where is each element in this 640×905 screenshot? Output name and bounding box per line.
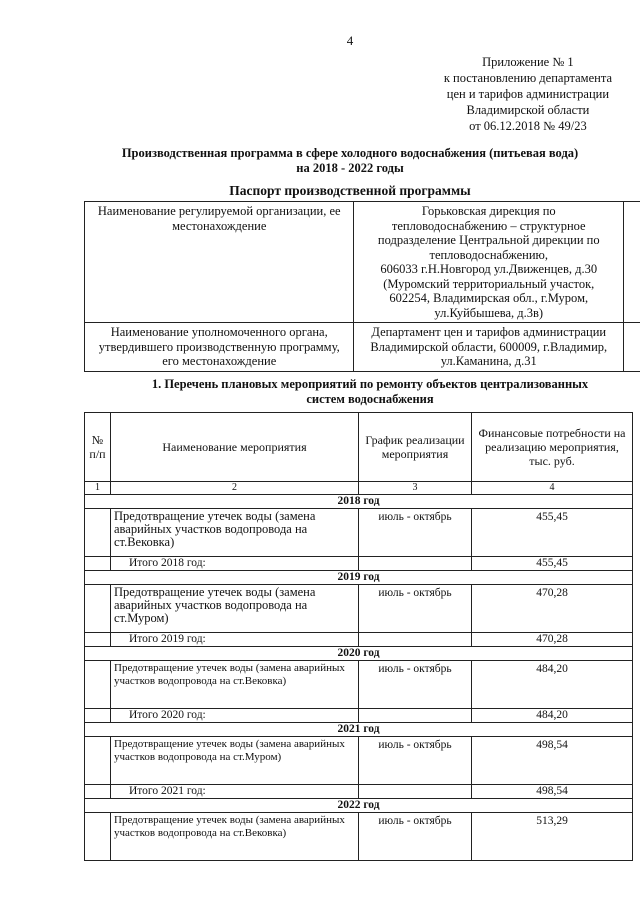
- passport-value-line: ул.Куйбышева, д.3в): [434, 305, 544, 320]
- row-number: [85, 785, 111, 799]
- passport-label: Наименование регулируемой организации, ее местонахождение: [85, 202, 354, 323]
- appendix-line: Владимирской области: [466, 103, 590, 117]
- measure-name: Предотвращение утечек воды (замена аварийных участков водопровода на ст.Вековка): [111, 813, 359, 861]
- measure-amount: 498,54: [472, 737, 633, 785]
- passport-value-line: (Муромский территориальный участок,: [383, 276, 595, 291]
- passport-spacer-cell: [624, 202, 640, 323]
- total-schedule: [359, 709, 472, 723]
- appendix-line: от 06.12.2018 № 49/23: [469, 119, 587, 133]
- appendix-line: Приложение № 1: [482, 55, 574, 69]
- passport-value-line: Горьковская дирекция по: [421, 204, 556, 218]
- passport-value: [354, 323, 624, 372]
- table-row: [85, 585, 633, 633]
- document-title: [0, 146, 640, 176]
- measure-schedule: июль - октябрь: [359, 813, 472, 861]
- total-schedule: [359, 785, 472, 799]
- section-title: [110, 377, 630, 407]
- total-label: Итого 2020 год:: [111, 709, 359, 723]
- column-number: 1: [85, 482, 111, 495]
- passport-spacer-cell: [624, 323, 640, 372]
- row-number: [85, 709, 111, 723]
- row-number: [85, 509, 111, 557]
- row-number: [85, 633, 111, 647]
- page-number: 4: [346, 33, 354, 48]
- appendix-line: цен и тарифов администрации: [446, 87, 610, 101]
- row-number: [85, 661, 111, 709]
- passport-label: Наименование уполномоченного органа, утвердившего производственную программу, его местонахождение: [85, 323, 354, 372]
- year-label: 2022 год: [85, 799, 633, 813]
- total-label: Итого 2018 год:: [111, 557, 359, 571]
- measure-amount: 484,20: [472, 661, 633, 709]
- appendix-block: [444, 54, 612, 134]
- measure-schedule: июль - октябрь: [359, 737, 472, 785]
- passport-value-line: тепловодоснабжению – структурное: [391, 218, 586, 233]
- year-row: [85, 647, 633, 661]
- total-amount: 498,54: [472, 785, 633, 799]
- passport-row-organization: [85, 202, 640, 323]
- total-amount: 484,20: [472, 709, 633, 723]
- table-row: [85, 661, 633, 709]
- row-number: [85, 585, 111, 633]
- column-number-row: [85, 482, 633, 495]
- total-row: [85, 709, 633, 723]
- total-schedule: [359, 557, 472, 571]
- section-title-line: систем водоснабжения: [306, 392, 434, 406]
- appendix-line: к постановлению департамента: [443, 71, 612, 85]
- measure-name: Предотвращение утечек воды (замена аварийных участков водопровода на ст.Муром): [111, 737, 359, 785]
- passport-value-line: 606033 г.Н.Новгород ул.Движенцев, д.30: [380, 262, 598, 276]
- total-amount: 470,28: [472, 633, 633, 647]
- table-header-row: [85, 413, 633, 482]
- year-row: [85, 571, 633, 585]
- section-title-line: 1. Перечень плановых мероприятий по ремонту объектов централизованных: [151, 377, 589, 391]
- measure-name: Предотвращение утечек воды (замена аварийных участков водопровода на ст.Муром): [111, 585, 359, 633]
- row-number: [85, 813, 111, 861]
- measure-name: Предотвращение утечек воды (замена аварийных участков водопровода на ст.Вековка): [111, 661, 359, 709]
- passport-value-line: 602254, Владимирская обл., г.Муром,: [389, 291, 589, 305]
- total-row: [85, 557, 633, 571]
- measure-schedule: июль - октябрь: [359, 509, 472, 557]
- measure-amount: 455,45: [472, 509, 633, 557]
- header-num: № п/п: [85, 413, 111, 482]
- total-row: [85, 633, 633, 647]
- column-number: 4: [472, 482, 633, 495]
- total-label: Итого 2019 год:: [111, 633, 359, 647]
- passport-value-line: подразделение Центральной дирекции по: [377, 233, 600, 247]
- total-amount: 455,45: [472, 557, 633, 571]
- passport-value-line: тепловодоснабжению,: [429, 247, 548, 262]
- year-label: 2021 год: [85, 723, 633, 737]
- measure-schedule: июль - октябрь: [359, 585, 472, 633]
- column-number: 3: [359, 482, 472, 495]
- year-row: [85, 723, 633, 737]
- table-row: [85, 737, 633, 785]
- header-schedule: График реализации мероприятия: [359, 413, 472, 482]
- measure-name: Предотвращение утечек воды (замена аварийных участков водопровода на ст.Вековка): [111, 509, 359, 557]
- measure-amount: 513,29: [472, 813, 633, 861]
- passport-title: Паспорт производственной программы: [229, 183, 471, 198]
- year-row: [85, 495, 633, 509]
- document-title-line: Производственная программа в сфере холодного водоснабжения (питьевая вода): [121, 146, 579, 160]
- total-row: [85, 785, 633, 799]
- passport-row-authority: [85, 323, 640, 372]
- year-label: 2018 год: [85, 495, 633, 509]
- passport-value-line: Департамент цен и тарифов администрации: [371, 325, 607, 339]
- passport-value-line: Владимирской области, 600009, г.Владимир,: [370, 339, 608, 354]
- header-finance: Финансовые потребности на реализацию мероприятия, тыс. руб.: [472, 413, 633, 482]
- row-number: [85, 557, 111, 571]
- year-label: 2019 год: [85, 571, 633, 585]
- row-number: [85, 737, 111, 785]
- passport-value-line: ул.Каманина, д.31: [440, 354, 537, 368]
- header-name: Наименование мероприятия: [111, 413, 359, 482]
- document-title-line: на 2018 - 2022 годы: [296, 161, 404, 175]
- column-number: 2: [111, 482, 359, 495]
- measure-schedule: июль - октябрь: [359, 661, 472, 709]
- measure-amount: 470,28: [472, 585, 633, 633]
- table-row: [85, 813, 633, 861]
- year-row: [85, 799, 633, 813]
- year-label: 2020 год: [85, 647, 633, 661]
- total-label: Итого 2021 год:: [111, 785, 359, 799]
- plan-table: [84, 412, 633, 861]
- total-schedule: [359, 633, 472, 647]
- passport-value: [354, 202, 624, 323]
- passport-table: [84, 201, 640, 372]
- table-row: [85, 509, 633, 557]
